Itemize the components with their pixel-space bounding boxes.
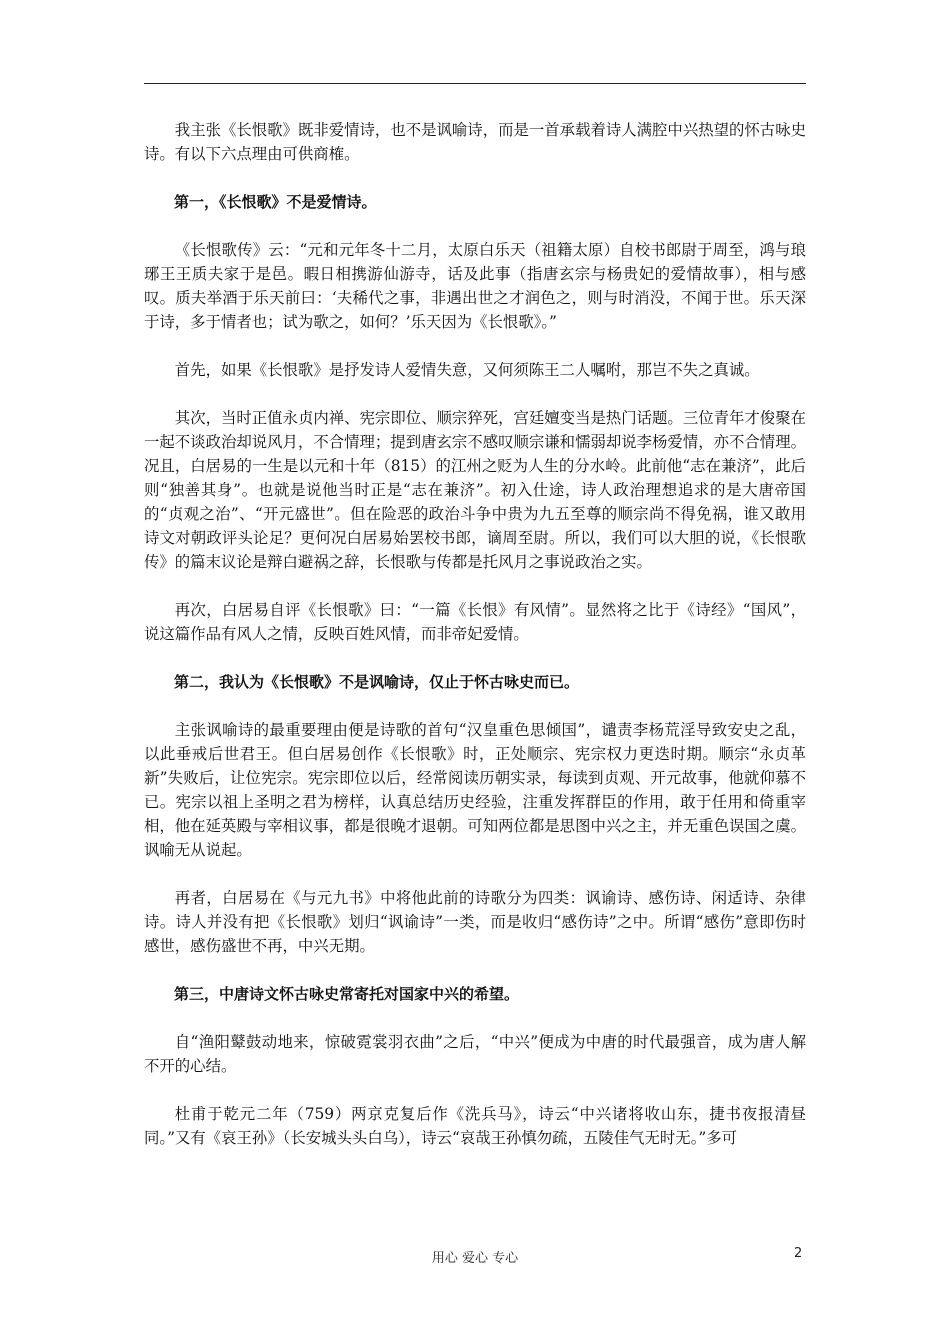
section-heading-3: 第三，中唐诗文怀古咏史常寄托对国家中兴的希望。: [174, 985, 520, 1003]
paragraph-zhongxing: 自“渔阳鼙鼓动地来，惊破霓裳羽衣曲”之后，“中兴”便成为中唐的时代最强音，成为唐人解不开的心结。: [144, 1033, 806, 1075]
paragraph-satire-argument: 主张讽喻诗的最重要理由便是诗歌的首句“汉皇重色思倾国”，谴责李杨荒淫导致安史之乱，以此垂戒后世君王。但白居易创作《长恨歌》时，正处顺宗、宪宗权力更迭时期。顺宗“永贞革新”失败后，让位宪宗。宪宗即位以后，经常阅读历朝实录，每读到贞观、开元故事，他就仰慕不已。宪宗以祖上圣明之君为榜样，认真总结历史经验，注重发挥群臣的作用，敢于任用和倚重宰相，他在延英殿与宰相议事，都是很晚才退朝。可知两位都是思图中兴之主，并无重色误国之虞。讽喻无从说起。: [144, 721, 806, 859]
paragraph-intro: 我主张《长恨歌》既非爱情诗，也不是讽喻诗，而是一首承载着诗人满腔中兴热望的怀古咏史诗。有以下六点理由可供商榷。: [144, 121, 806, 163]
paragraph-third-reason: 再次，白居易自评《长恨歌》曰：“一篇《长恨》有风情”。显然将之比于《诗经》“国风”，说这篇作品有风人之情，反映百姓风情，而非帝妃爱情。: [144, 601, 806, 643]
page-number: 2: [794, 1246, 803, 1261]
paragraph-first-reason: 首先，如果《长恨歌》是抒发诗人爱情失意，又何须陈王二人嘱咐，那岂不失之真诚。: [174, 361, 760, 379]
section-heading-2: 第二，我认为《长恨歌》不是讽喻诗，仅止于怀古咏史而已。: [174, 673, 580, 691]
paragraph-quote-changhenge-zhuan: 《长恨歌传》云：“元和元年冬十二月，太原白乐天（祖籍太原）自校书郎尉于周至，鸿与琅琊王王质夫家于是邑。暇日相携游仙游寺，话及此事（指唐玄宗与杨贵妃的爱情故事），相与感叹。质夫举酒于乐天前曰：‘夫稀代之事，非遇出世之才润色之，则与时消没，不闻于世。乐天深于诗，多于情者也；试为歌之，如何？’乐天因为《长恨歌》。”: [144, 241, 806, 331]
paragraph-second-reason: 其次，当时正值永贞内禅、宪宗即位、顺宗猝死，宫廷嬗变当是热门话题。三位青年才俊聚在一起不谈政治却说风月，不合情理；提到唐玄宗不感叹顺宗谦和懦弱却说李杨爱情，亦不合情理。况且，白居易的一生是以元和十年（815）的江州之贬为人生的分水岭。此前他“志在兼济”，此后则“独善其身”。也就是说他当时正是“志在兼济”。初入仕途，诗人政治理想追求的是大唐帝国的“贞观之治”、“开元盛世”。但在险恶的政治斗争中贵为九五至尊的顺宗尚不得免祸，谁又敢用诗文对朝政评头论足？更何况白居易始罢校书郎，谪周至尉。所以，我们可以大胆的说，《长恨歌传》的篇末议论是辩白避祸之辞，长恨歌与传都是托风月之事说政治之实。: [144, 409, 806, 571]
header-rule: [144, 83, 806, 84]
section-heading-1: 第一，《长恨歌》不是爱情诗。: [174, 193, 377, 211]
paragraph-du-fu: 杜甫于乾元二年（759）两京克复后作《洗兵马》，诗云“中兴诸将收山东，捷书夜报清昼同。”又有《哀王孙》（长安城头头白乌），诗云“哀哉王孙慎勿疏，五陵佳气无时无。”多可: [144, 1105, 806, 1147]
document-body: [144, 118, 806, 1174]
paragraph-yuan-jiu-shu: 再者，白居易在《与元九书》中将他此前的诗歌分为四类：讽谕诗、感伤诗、闲适诗、杂律诗。诗人并没有把《长恨歌》划归“讽谕诗”一类，而是收归“感伤诗”之中。所谓“感伤”意即伤时感世，感伤盛世不再，中兴无期。: [144, 889, 806, 955]
footer-motto: 用心 爱心 专心: [431, 1251, 519, 1266]
